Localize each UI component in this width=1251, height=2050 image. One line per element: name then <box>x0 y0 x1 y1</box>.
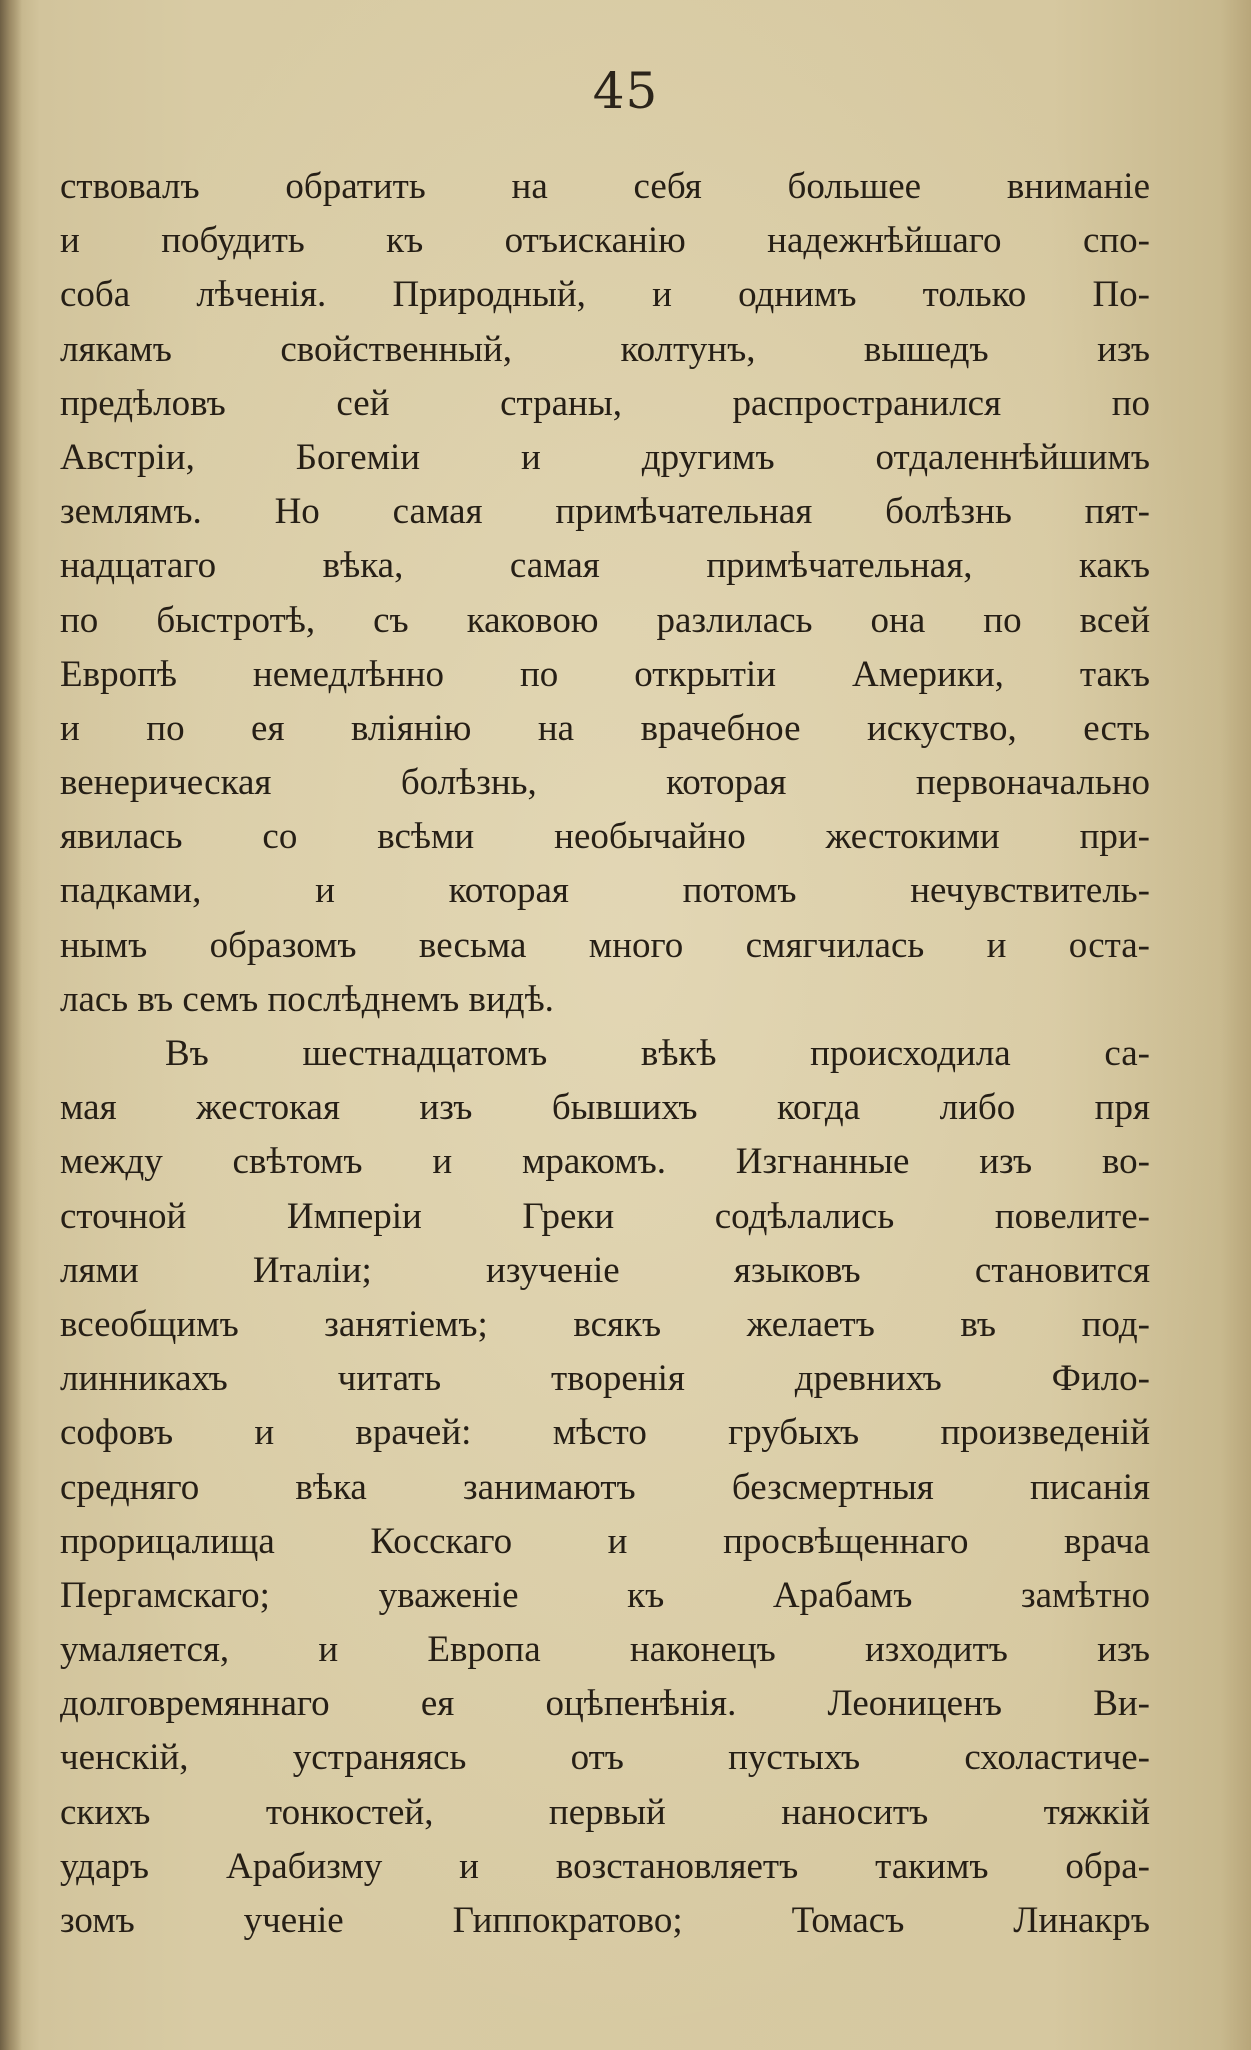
text-line: скихъ тонкостей, первый наноситъ тяжкій <box>60 1791 1150 1833</box>
text-line: ствовалъ обратить на себя большее вниманіе <box>60 166 1150 207</box>
text-line: лась въ семъ послѣднемъ видѣ. <box>60 978 554 1020</box>
text-line: Пергамскаго; уваженіе къ Арабамъ замѣтно <box>60 1574 1150 1616</box>
text-line: линникахъ читать творенія древнихъ Фило- <box>60 1358 1150 1400</box>
text-line: между свѣтомъ и мракомъ. Изгнанные изъ во- <box>60 1141 1150 1183</box>
text-line: ченскій, устраняясь отъ пустыхъ схоластиче- <box>60 1737 1150 1779</box>
text-line: венерическая болѣзнь, которая первоначально <box>60 762 1150 804</box>
paragraph-2 <box>60 1027 1150 1948</box>
text-line: Въ шестнадцатомъ вѣкѣ происходила са- <box>165 1033 1150 1074</box>
text-line: лями Италіи; изученіе языковъ становится <box>60 1249 1150 1291</box>
text-line: долговремяннаго ея оцѣпенѣнія. Леониценъ Ви- <box>60 1683 1150 1725</box>
text-line: сточной Имперіи Греки содѣлались повелите- <box>60 1195 1150 1237</box>
body-text <box>60 160 1150 1948</box>
text-line: по быстротѣ, съ каковою разлилась она по всей <box>60 599 1150 641</box>
text-line: Австріи, Богеміи и другимъ отдаленнѣйшимъ <box>60 436 1150 478</box>
text-line: всеобщимъ занятіемъ; всякъ желаетъ въ под- <box>60 1303 1150 1345</box>
text-line: Европѣ немедлѣнно по открытіи Америки, такъ <box>60 653 1150 695</box>
text-line: софовъ и врачей: мѣсто грубыхъ произведеній <box>60 1412 1150 1454</box>
text-line: зомъ ученіе Гиппократово; Томасъ Линакръ <box>60 1900 1150 1941</box>
paragraph-1 <box>60 160 1150 1027</box>
text-line: предѣловъ сей страны, распространился по <box>60 382 1150 424</box>
text-line: падками, и которая потомъ нечувствитель- <box>60 870 1150 912</box>
binding-shadow <box>0 0 22 2050</box>
text-line: мая жестокая изъ бывшихъ когда либо пря <box>60 1087 1150 1129</box>
text-line: средняго вѣка занимаютъ безсмертныя писанія <box>60 1466 1150 1508</box>
text-line: умаляется, и Европа наконецъ изходитъ изъ <box>60 1629 1150 1671</box>
page-number: 45 <box>592 62 659 120</box>
text-line: явилась со всѣми необычайно жестокими при- <box>60 816 1150 858</box>
text-line: ударъ Арабизму и возстановляетъ такимъ обра- <box>60 1845 1150 1887</box>
text-line: землямъ. Но самая примѣчательная болѣзнь пят- <box>60 491 1150 533</box>
text-line: нымъ образомъ весьма много смягчилась и оста- <box>60 924 1150 966</box>
text-line: лякамъ свойственный, колтунъ, вышедъ изъ <box>60 328 1150 370</box>
text-line: соба лѣченія. Природный, и однимъ только По- <box>60 274 1150 316</box>
text-line: прорицалища Косскаго и просвѣщеннаго врача <box>60 1520 1150 1562</box>
text-line: и по ея вліянію на врачебное искуство, есть <box>60 707 1150 749</box>
text-line: надцатаго вѣка, самая примѣчательная, какъ <box>60 545 1150 587</box>
text-line: и побудить къ отъисканію надежнѣйшаго спо- <box>60 220 1150 262</box>
